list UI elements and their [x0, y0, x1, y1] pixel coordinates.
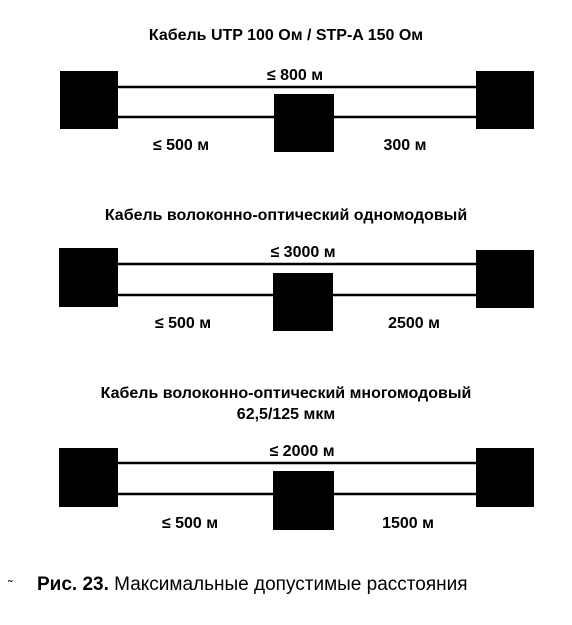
section-2-right-length: 2500 м	[388, 315, 440, 332]
section-2-title-line: Кабель волоконно-оптический одномодовый	[104, 207, 468, 224]
figure-number: Рис. 23.	[37, 574, 109, 595]
section-3-right-length: 1500 м	[382, 515, 434, 532]
section-3-title-line-2: 62,5/125 мкм	[236, 406, 336, 423]
section-3-left-length: ≤ 500 м	[161, 515, 219, 532]
section-3-top-length: ≤ 2000 м	[269, 443, 335, 460]
figure-caption-text: Максимальные допустимые расстояния	[114, 574, 468, 595]
section-3-left-device	[59, 448, 118, 507]
section-2-left-device	[59, 248, 118, 307]
section-2-diagram	[59, 244, 534, 332]
section-1-top-length: ≤ 800 м	[266, 67, 324, 84]
scan-speck: ˜	[8, 577, 13, 593]
section-1-left-device	[60, 71, 118, 129]
section-3-title-line-1: Кабель волоконно-оптический многомодовый	[100, 385, 472, 402]
section-1-title-line: Кабель UTP 100 Ом / STP-A 150 Ом	[148, 27, 424, 44]
section-2-middle-device	[273, 273, 333, 331]
figure-caption	[37, 573, 468, 597]
section-3-middle-device	[273, 471, 334, 530]
section-1-left-length: ≤ 500 м	[152, 137, 210, 154]
section-1-right-device	[476, 71, 534, 129]
section-3-diagram	[59, 443, 534, 532]
section-1-right-length: 300 м	[383, 137, 427, 154]
section-3-right-device	[476, 448, 534, 507]
section-1-middle-device	[274, 94, 334, 152]
section-2-top-length: ≤ 3000 м	[270, 244, 336, 261]
section-2-left-length: ≤ 500 м	[154, 315, 212, 332]
section-1-diagram	[60, 67, 534, 154]
section-2-right-device	[476, 250, 534, 308]
